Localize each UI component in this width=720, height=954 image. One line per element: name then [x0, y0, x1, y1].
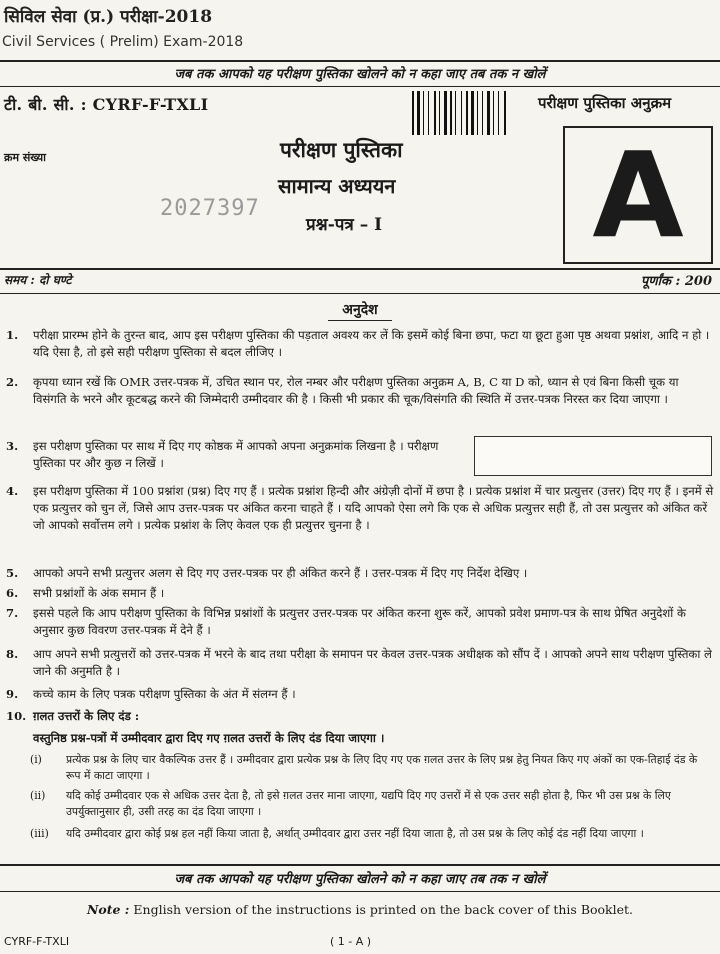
- serial-number: 2027397: [160, 196, 260, 221]
- footer-page-number: ( 1 - A ): [330, 935, 372, 948]
- instruction-number: 7.: [6, 606, 19, 620]
- instruction-number: 5.: [6, 566, 19, 580]
- barcode-stripe: [450, 91, 452, 135]
- instruction-3: [6, 438, 466, 472]
- barcode-stripe: [487, 91, 490, 135]
- do-not-open-banner-bottom: जब तक आपको यह परीक्षण पुस्तिका खोलने को न कहा जाए तब तक न खोलें: [174, 872, 546, 887]
- time-rule: [0, 293, 720, 294]
- top-rule: [0, 60, 720, 62]
- penalty-text: यदि उम्मीदवार द्वारा कोई प्रश्न हल नहीं किया जाता है, अर्थात् उम्मीदवार द्वारा उत्तर नहीं दिया जाता है, तो उस प्रश्न के लिए कोई दंड नहीं दिया जाएगा ।: [66, 827, 644, 840]
- instruction-text: इस परीक्षण पुस्तिका में 100 प्रश्नांश (प्रश्न) दिए गए हैं । प्रत्येक प्रश्नांश हिन्दी और अंग्रेज़ी दोनों में छपा है । प्रत्येक प्रश्नांश में चार प्रत्युत्तर (उत्तर) दिए गए हैं । इनमें से एक प्रत्युत्तर को चुन लें, जिसे आप उत्तर-पत्रक पर अंकित करना चाहते हैं । यदि आपको ऐसा लगे कि एक से अधिक प्रत्युत्तर सही हैं, तो उस प्रत्युत्तर को अंकित करें जो आपको सर्वोत्तम लगे । प्रत्येक प्रश्नांश के लिए केवल एक ही प्रत्युत्तर चुनना है ।: [33, 484, 714, 532]
- barcode-stripe: [477, 91, 478, 135]
- heading-underline: [328, 320, 392, 321]
- max-marks: पूर्णांक : 200: [640, 274, 712, 289]
- penalty-heading-text: वस्तुनिष्ठ प्रश्न-पत्रों में उम्मीदवार द्वारा दिए गए ग़लत उत्तरों के लिए दंड दिया जाएगा ।: [33, 731, 385, 745]
- exam-title-hindi: सिविल सेवा (प्र.) परीक्षा-2018: [4, 7, 213, 27]
- instruction-4: [6, 483, 714, 534]
- barcode-stripe: [466, 91, 468, 135]
- penalty-text: प्रत्येक प्रश्न के लिए चार वैकल्पिक उत्तर हैं । उम्मीदवार द्वारा प्रत्येक प्रश्न के लिए दिए गए एक ग़लत उत्तर के लिए प्रश्न हेतु नियत किए गए अंकों का एक-तिहाई दंड के रूप में काटा जाएगा ।: [66, 753, 698, 782]
- barcode-stripe: [471, 91, 474, 135]
- penalty-heading: [6, 730, 714, 747]
- barcode-stripe: [417, 91, 420, 135]
- barcode-stripe: [498, 91, 499, 135]
- instruction-7: [6, 605, 714, 639]
- instruction-text: इससे पहले कि आप परीक्षण पुस्तिका के विभिन्न प्रश्नांशों के प्रत्युत्तर उत्तर-पत्रक पर अंकित करना शुरू करें, आपको प्रवेश प्रमाण-पत्र के साथ प्रेषित अनुदेशों के अनुसार कुछ विवरण उत्तर-पत्रक में देने हैं ।: [33, 606, 686, 637]
- barcode-stripe: [455, 91, 456, 135]
- instruction-text: ग़लत उत्तरों के लिए दंड :: [33, 709, 140, 723]
- instruction-number: 3.: [6, 439, 19, 453]
- bottom-rule: [0, 891, 720, 892]
- series-letter-box: A: [563, 126, 713, 264]
- instruction-text: कृपया ध्यान रखें कि OMR उत्तर-पत्रक में, उचित स्थान पर, रोल नम्बर और परीक्षण पुस्तिका अनुक्रम A, B, C या D को, ध्यान से एवं बिना किसी चूक या विसंगति के भरने और कूटबद्ध करने की जिम्मेदारी उम्मीदवार की है । किसी भी प्रकार की चूक/विसंगति की स्थिति में उत्तर-पत्रक निरस्त कर दिया जाएगा ।: [33, 375, 679, 406]
- penalty-number: (i): [30, 753, 42, 766]
- penalty-text: यदि कोई उम्मीदवार एक से अधिक उत्तर देता है, तो इसे ग़लत उत्तर माना जाएगा, यद्यपि दिए गए उत्तरों में से एक उत्तर सही होता है, फिर भी उस प्रश्न के लिए उपर्युक्तानुसार ही, उसी तरह का दंड दिया जाएगा ।: [66, 789, 671, 818]
- roll-number-box[interactable]: [474, 436, 712, 476]
- do-not-open-banner: जब तक आपको यह परीक्षण पुस्तिका खोलने को न कहा जाए तब तक न खोलें: [174, 67, 546, 82]
- note-line: [0, 902, 720, 917]
- instruction-text: सभी प्रश्नांशों के अंक समान हैं ।: [33, 586, 165, 600]
- instruction-number: 8.: [6, 647, 19, 661]
- barcode-stripe: [434, 91, 436, 135]
- footer-code: CYRF-F-TXLI: [4, 935, 70, 948]
- time-allowed: समय : दो घण्टे: [4, 273, 72, 287]
- instruction-number: 2.: [6, 375, 19, 389]
- serial-label: क्रम संख्या: [4, 151, 46, 164]
- instruction-number: 10.: [6, 709, 27, 723]
- instruction-text: कच्चे काम के लिए पत्रक परीक्षण पुस्तिका के अंत में संलग्न हैं ।: [33, 687, 296, 701]
- booklet-title: परीक्षण पुस्तिका: [280, 137, 403, 162]
- penalty-point-3: [30, 826, 714, 842]
- barcode-stripe: [482, 91, 483, 135]
- note-label: Note :: [86, 902, 130, 917]
- barcode-stripe: [412, 91, 414, 135]
- header-rule: [0, 268, 720, 270]
- instruction-text: परीक्षा प्रारम्भ होने के तुरन्त बाद, आप इस परीक्षण पुस्तिका की पड़ताल अवश्य कर लें कि इसमें कोई बिना छपा, फटा या छूटा हुआ पृष्ठ अथवा प्रश्नांश, आदि न हो । यदि ऐसा है, तो इसे सही परीक्षण पुस्तिका से बदल लीजिए ।: [33, 328, 710, 359]
- barcode-stripe: [428, 91, 429, 135]
- penalty-number: (ii): [30, 789, 46, 802]
- instruction-text: इस परीक्षण पुस्तिका पर साथ में दिए गए कोष्ठक में आपको अपना अनुक्रमांक लिखना है । परीक्षण पुस्तिका पर और कुछ न लिखें ।: [33, 439, 439, 470]
- instruction-number: 6.: [6, 586, 19, 600]
- note-text: English version of the instructions is printed on the back cover of this Booklet.: [133, 902, 634, 917]
- barcode-stripe: [439, 91, 440, 135]
- banner-rule: [0, 86, 720, 87]
- instruction-text: आपको अपने सभी प्रत्युत्तर अलग से दिए गए उत्तर-पत्रक पर ही अंकित करने हैं । उत्तर-पत्रक में दिए गए निर्देश देखिए ।: [33, 566, 528, 580]
- barcode-stripe: [461, 91, 462, 135]
- booklet-paper: प्रश्न-पत्र – I: [306, 215, 383, 235]
- instruction-6: [6, 585, 714, 602]
- barcode-stripe: [444, 91, 447, 135]
- instruction-number: 9.: [6, 687, 19, 701]
- penalty-point-2: [30, 788, 714, 820]
- instructions-heading: अनुदेश: [342, 302, 378, 318]
- instruction-number: 1.: [6, 328, 19, 342]
- instruction-1: [6, 327, 714, 361]
- penalty-number: (iii): [30, 827, 49, 840]
- instruction-8: [6, 646, 714, 680]
- instruction-10: [6, 708, 714, 725]
- bottom-rule-top: [0, 864, 720, 866]
- barcode-stripe: [493, 91, 494, 135]
- instruction-number: 4.: [6, 484, 19, 498]
- booklet-subject: सामान्य अध्ययन: [278, 174, 396, 198]
- instruction-2: [6, 374, 714, 408]
- barcode-image: [412, 91, 524, 135]
- series-label: परीक्षण पुस्तिका अनुक्रम: [538, 94, 672, 112]
- instruction-text: आप अपने सभी प्रत्युत्तरों को उत्तर-पत्रक में भरने के बाद तथा परीक्षा के समापन पर केवल उत्तर-पत्रक अधीक्षक को सौंप दें । आपको अपने साथ परीक्षण पुस्तिका ले जाने की अनुमति है ।: [33, 647, 712, 678]
- exam-title-english: Civil Services ( Prelim) Exam-2018: [2, 34, 244, 50]
- barcode-stripe: [504, 91, 506, 135]
- tbc-code: टी. बी. सी. : CYRF-F-TXLI: [4, 95, 209, 114]
- penalty-point-1: [30, 752, 714, 784]
- instruction-5: [6, 565, 714, 582]
- barcode-stripe: [423, 91, 424, 135]
- instruction-9: [6, 686, 714, 703]
